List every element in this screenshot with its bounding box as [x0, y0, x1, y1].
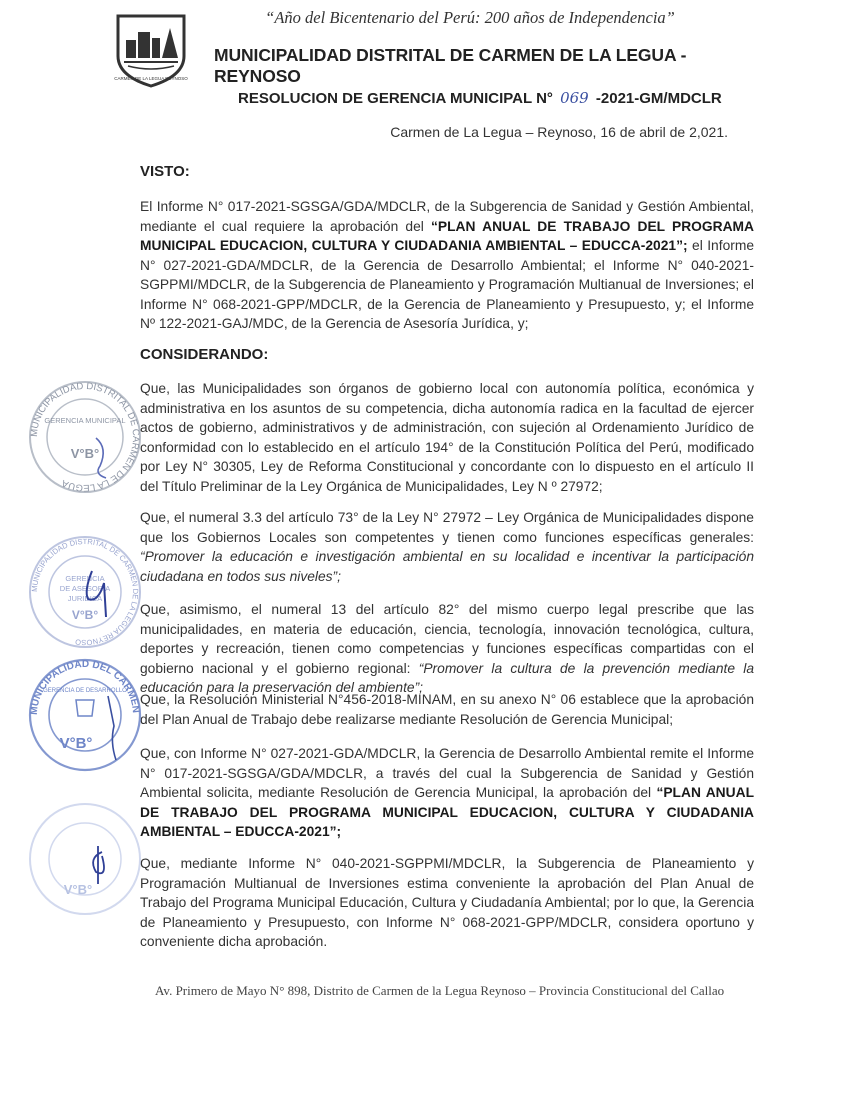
place-date: Carmen de La Legua – Reynoso, 16 de abril de 2,021.	[390, 124, 728, 140]
stamp2-inner-1: GERENCIA	[65, 574, 105, 583]
stamp1-outer-text: MUNICIPALIDAD DISTRITAL DE CARMEN DE LA LEGUA	[28, 380, 142, 494]
stamp1-inner-text: GERENCIA MUNICIPAL	[44, 416, 126, 425]
p2-text: Que, el numeral 3.3 del artículo 73° de la Ley N° 27972 – Ley Orgánica de Municipalidades dispone que los Gobiernos Locales son competentes y tienen como funciones específicas generales:	[140, 510, 754, 545]
stamp1-vb: V°B°	[70, 446, 100, 461]
visto-text-a: El Informe N° 017-2021-SGSGA/GDA/MDCLR, de la Subgerencia de Sanidad y Gestión Ambiental, mediante el cual requiere la aprobación del	[140, 199, 754, 234]
considerando-paragraph-6: Que, mediante Informe N° 040-2021-SGPPMI/MDCLR, la Subgerencia de Planeamiento y Programación Multianual de Inversiones estima conveniente la aprobación del Plan Anual de Trabajo del Programa Municipal Educación, Cultura y Ciudadanía Ambiental; por lo que, la Gerencia de Planeamiento y Presupuesto, con Informe N° 068-2021-GPP/MDCLR, considera oportuno y conveniente dicha aprobación.	[140, 856, 754, 949]
stamp2-vb: V°B°	[71, 608, 99, 622]
p3-quote: “Promover la cultura de la prevención mediante la educación para la preservación del ambiente”;	[140, 660, 754, 695]
header-motto: “Año del Bicentenario del Perú: 200 años de Independencia”	[265, 8, 675, 27]
stamp2-inner-2: DE ASESORIA	[59, 584, 111, 593]
stamp3-outer-text: MUNICIPALIDAD DEL CARMEN	[28, 658, 142, 716]
visto-plan-title: “PLAN ANUAL DE TRABAJO DEL PROGRAMA MUNICIPAL EDUCACION, CULTURA Y CIUDADANIA AMBIENTAL – EDUCCA-2021”;	[140, 218, 755, 253]
considerando-paragraph-3	[140, 600, 754, 698]
considerando-heading: CONSIDERANDO:	[140, 346, 269, 363]
municipal-logo	[108, 10, 194, 88]
p5-plan-title: “PLAN ANUAL DE TRABAJO DEL PROGRAMA MUNICIPAL EDUCACION, CULTURA Y CIUDADANIA AMBIENTAL – EDUCCA-2021”;	[140, 785, 754, 839]
stamp4-vb: V°B°	[63, 882, 93, 897]
signature-mark	[93, 846, 104, 884]
stamp-asesoria-juridica	[26, 533, 144, 651]
stamp2-inner-3: JURIDICA	[67, 594, 103, 603]
p5-text: Que, con Informe N° 027-2021-GDA/MDCLR, la Gerencia de Desarrollo Ambiental remite el Informe N° 017-2021-SGSGA/GDA/MDCLR, a través del cual la Subgerencia de Sanidad y Gestión Ambiental solicita, mediante Resolución de Gerencia Municipal, la aprobación del	[140, 746, 754, 800]
considerando-paragraph-1: Que, las Municipalidades son órganos de gobierno local con autonomía política, económica y administrativa en los asuntos de su competencia, dicha autonomía radica en la facultad de ejercer actos de gobierno, administrativos y de administración, con sujeción al Ordenamiento Jurídico de conformidad con lo establecido en el artículo 194° de la Constitución Política del Perú, modificado por Ley N° 30305, Ley de Reforma Constitucional y concordante con lo dispuesto en el artículo II del Título Preliminar de la Ley Orgánica de Municipalidades, Ley N º 27972;	[140, 381, 754, 494]
stamp2-outer-text: MUNICIPALIDAD DISTRITAL DE CARMEN DE LA LEGUA REYNOSO	[29, 536, 141, 648]
considerando-paragraph-5	[140, 744, 754, 842]
coat-of-arms-icon	[76, 700, 94, 716]
stamp-faint	[26, 800, 144, 918]
resolution-suffix: -2021-GM/MDCLR	[595, 90, 722, 107]
p2-quote: “Promover la educación e investigación ambiental en su localidad e incentivar la participación ciudadana en todos sus niveles”;	[140, 549, 754, 584]
considerando-paragraph-4: Que, la Resolución Ministerial N°456-2018-MINAM, en su anexo N° 06 establece que la aprobación del Plan Anual de Trabajo debe realizarse mediante Resolución de Gerencia Municipal;	[140, 692, 754, 727]
resolution-title	[238, 89, 722, 107]
footer-address: Av. Primero de Mayo N° 898, Distrito de Carmen de la Legua Reynoso – Provincia Constitucional del Callao	[155, 983, 725, 998]
stamp3-vb: V°B°	[59, 735, 93, 752]
stamp-gerencia-desarrollo	[26, 656, 144, 774]
visto-paragraph	[140, 197, 754, 334]
resolution-number: 069	[560, 89, 589, 107]
visto-text-c: el Informe N° 027-2021-GDA/MDCLR, de la Gerencia de Desarrollo Ambiental; el Informe N° 040-2021-SGPPMI/MDCLR, de la Subgerencia de Planeamiento y Programación Multianual de Inversiones; el Informe N° 068-2021-GPP/MDCLR, de la Gerencia de Planeamiento y Presupuesto, y; el Informe Nº 122-2021-GAJ/MDC, de la Gerencia de Asesoría Jurídica, y;	[140, 238, 754, 331]
p3-text: Que, asimismo, el numeral 13 del artículo 82° del mismo cuerpo legal prescribe que las municipalidades, en materia de educación, ciencia, tecnología, innovación tecnológica, cultura, deportes y recreación, tienen como competencias y funciones específicas compartidas con el gobierno nacional y el gobierno regional:	[140, 602, 754, 676]
resolution-prefix: RESOLUCION DE GERENCIA MUNICIPAL N°	[238, 90, 553, 107]
logo-caption: CARMEN DE LA LEGUA REYNOSO	[114, 76, 188, 81]
stamp-gerencia-municipal	[26, 378, 144, 496]
signature-mark	[108, 696, 116, 760]
visto-heading: VISTO:	[140, 163, 190, 180]
considerando-paragraph-2	[140, 508, 754, 586]
stamp3-inner-text: GERENCIA DE DESARROLLO	[43, 688, 127, 694]
municipality-name: MUNICIPALIDAD DISTRITAL DE CARMEN DE LA LEGUA - REYNOSO	[214, 45, 687, 86]
